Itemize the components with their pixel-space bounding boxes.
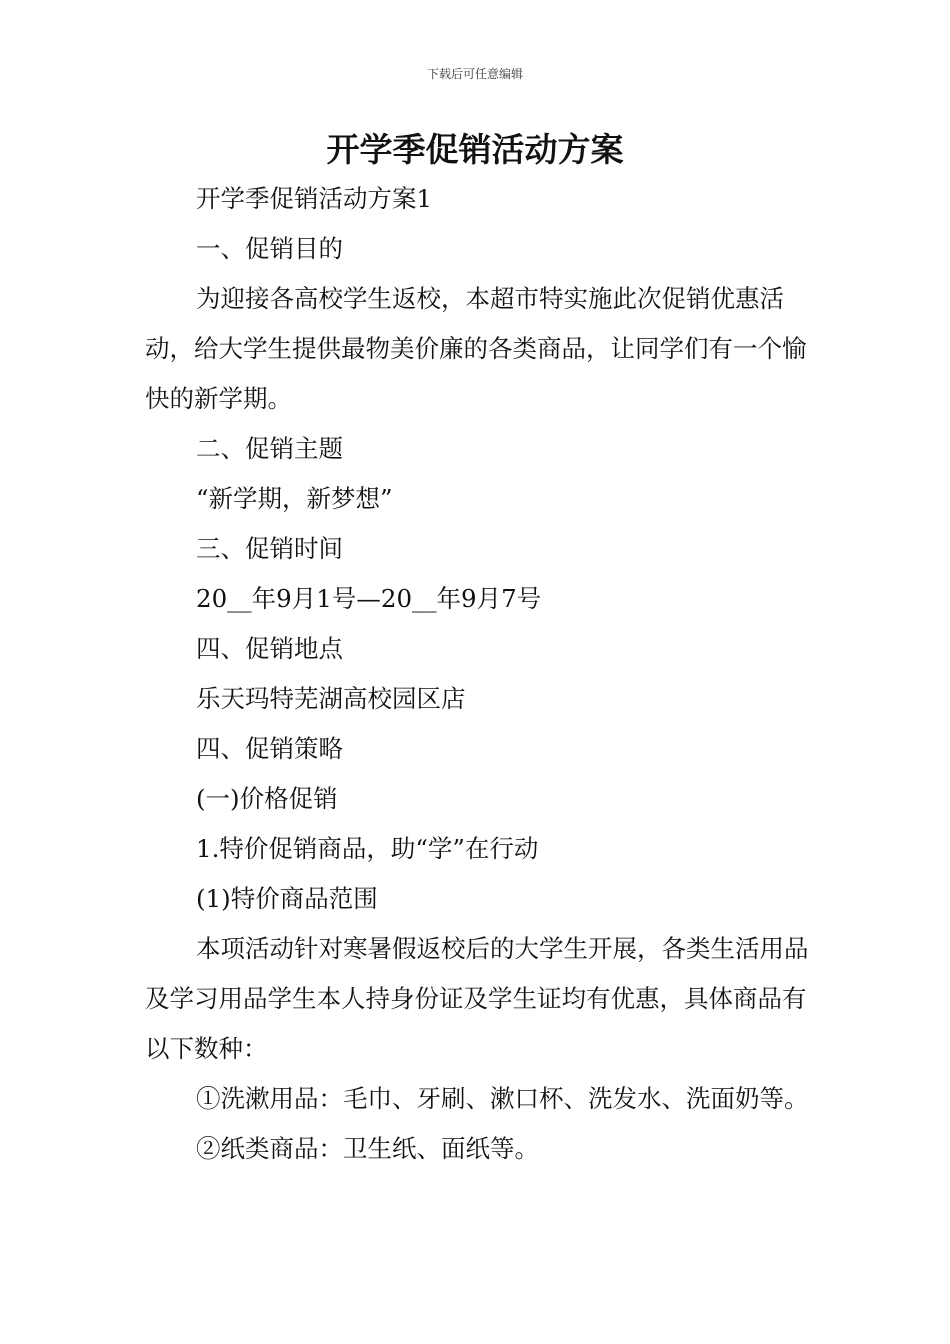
- paragraph-purpose-text: 为迎接各高校学生返校，本超市特实施此次促销优惠活动，给大学生提供最物美价廉的各类商品，让同学们有一个愉快的新学期。: [145, 284, 807, 413]
- paragraph-paper-products: ②纸类商品：卫生纸、面纸等。: [196, 1134, 539, 1163]
- paragraph-toiletries: ①洗漱用品：毛巾、牙刷、漱口杯、洗发水、洗面奶等。: [196, 1084, 809, 1113]
- paragraph-heading-purpose: 一、促销目的: [196, 234, 343, 263]
- paragraph-price-promotion: (一)价格促销: [196, 784, 338, 813]
- paragraph-heading-location: 四、促销地点: [196, 634, 343, 663]
- paragraph-section-heading: 开学季促销活动方案1: [196, 184, 433, 213]
- document-title: 开学季促销活动方案: [326, 130, 624, 169]
- paragraph-heading-time: 三、促销时间: [196, 534, 343, 563]
- paragraph-heading-strategy: 四、促销策略: [196, 734, 343, 763]
- header-note: 下载后可任意编辑: [426, 67, 523, 81]
- document-body: [145, 174, 810, 1174]
- paragraph-location-text: 乐天玛特芜湖高校园区店: [196, 684, 466, 713]
- paragraph-product-scope: (1)特价商品范围: [196, 884, 378, 913]
- paragraph-theme-text: “新学期，新梦想”: [196, 484, 393, 513]
- paragraph-scope-text: 本项活动针对寒暑假返校后的大学生开展，各类生活用品及学习用品学生本人持身份证及学生证均有优惠，具体商品有以下数种：: [145, 934, 809, 1063]
- paragraph-heading-theme: 二、促销主题: [196, 434, 343, 463]
- paragraph-time-text: 20__年9月1号—20__年9月7号: [196, 584, 542, 613]
- paragraph-special-offer: 1.特价促销商品，助“学”在行动: [196, 834, 539, 863]
